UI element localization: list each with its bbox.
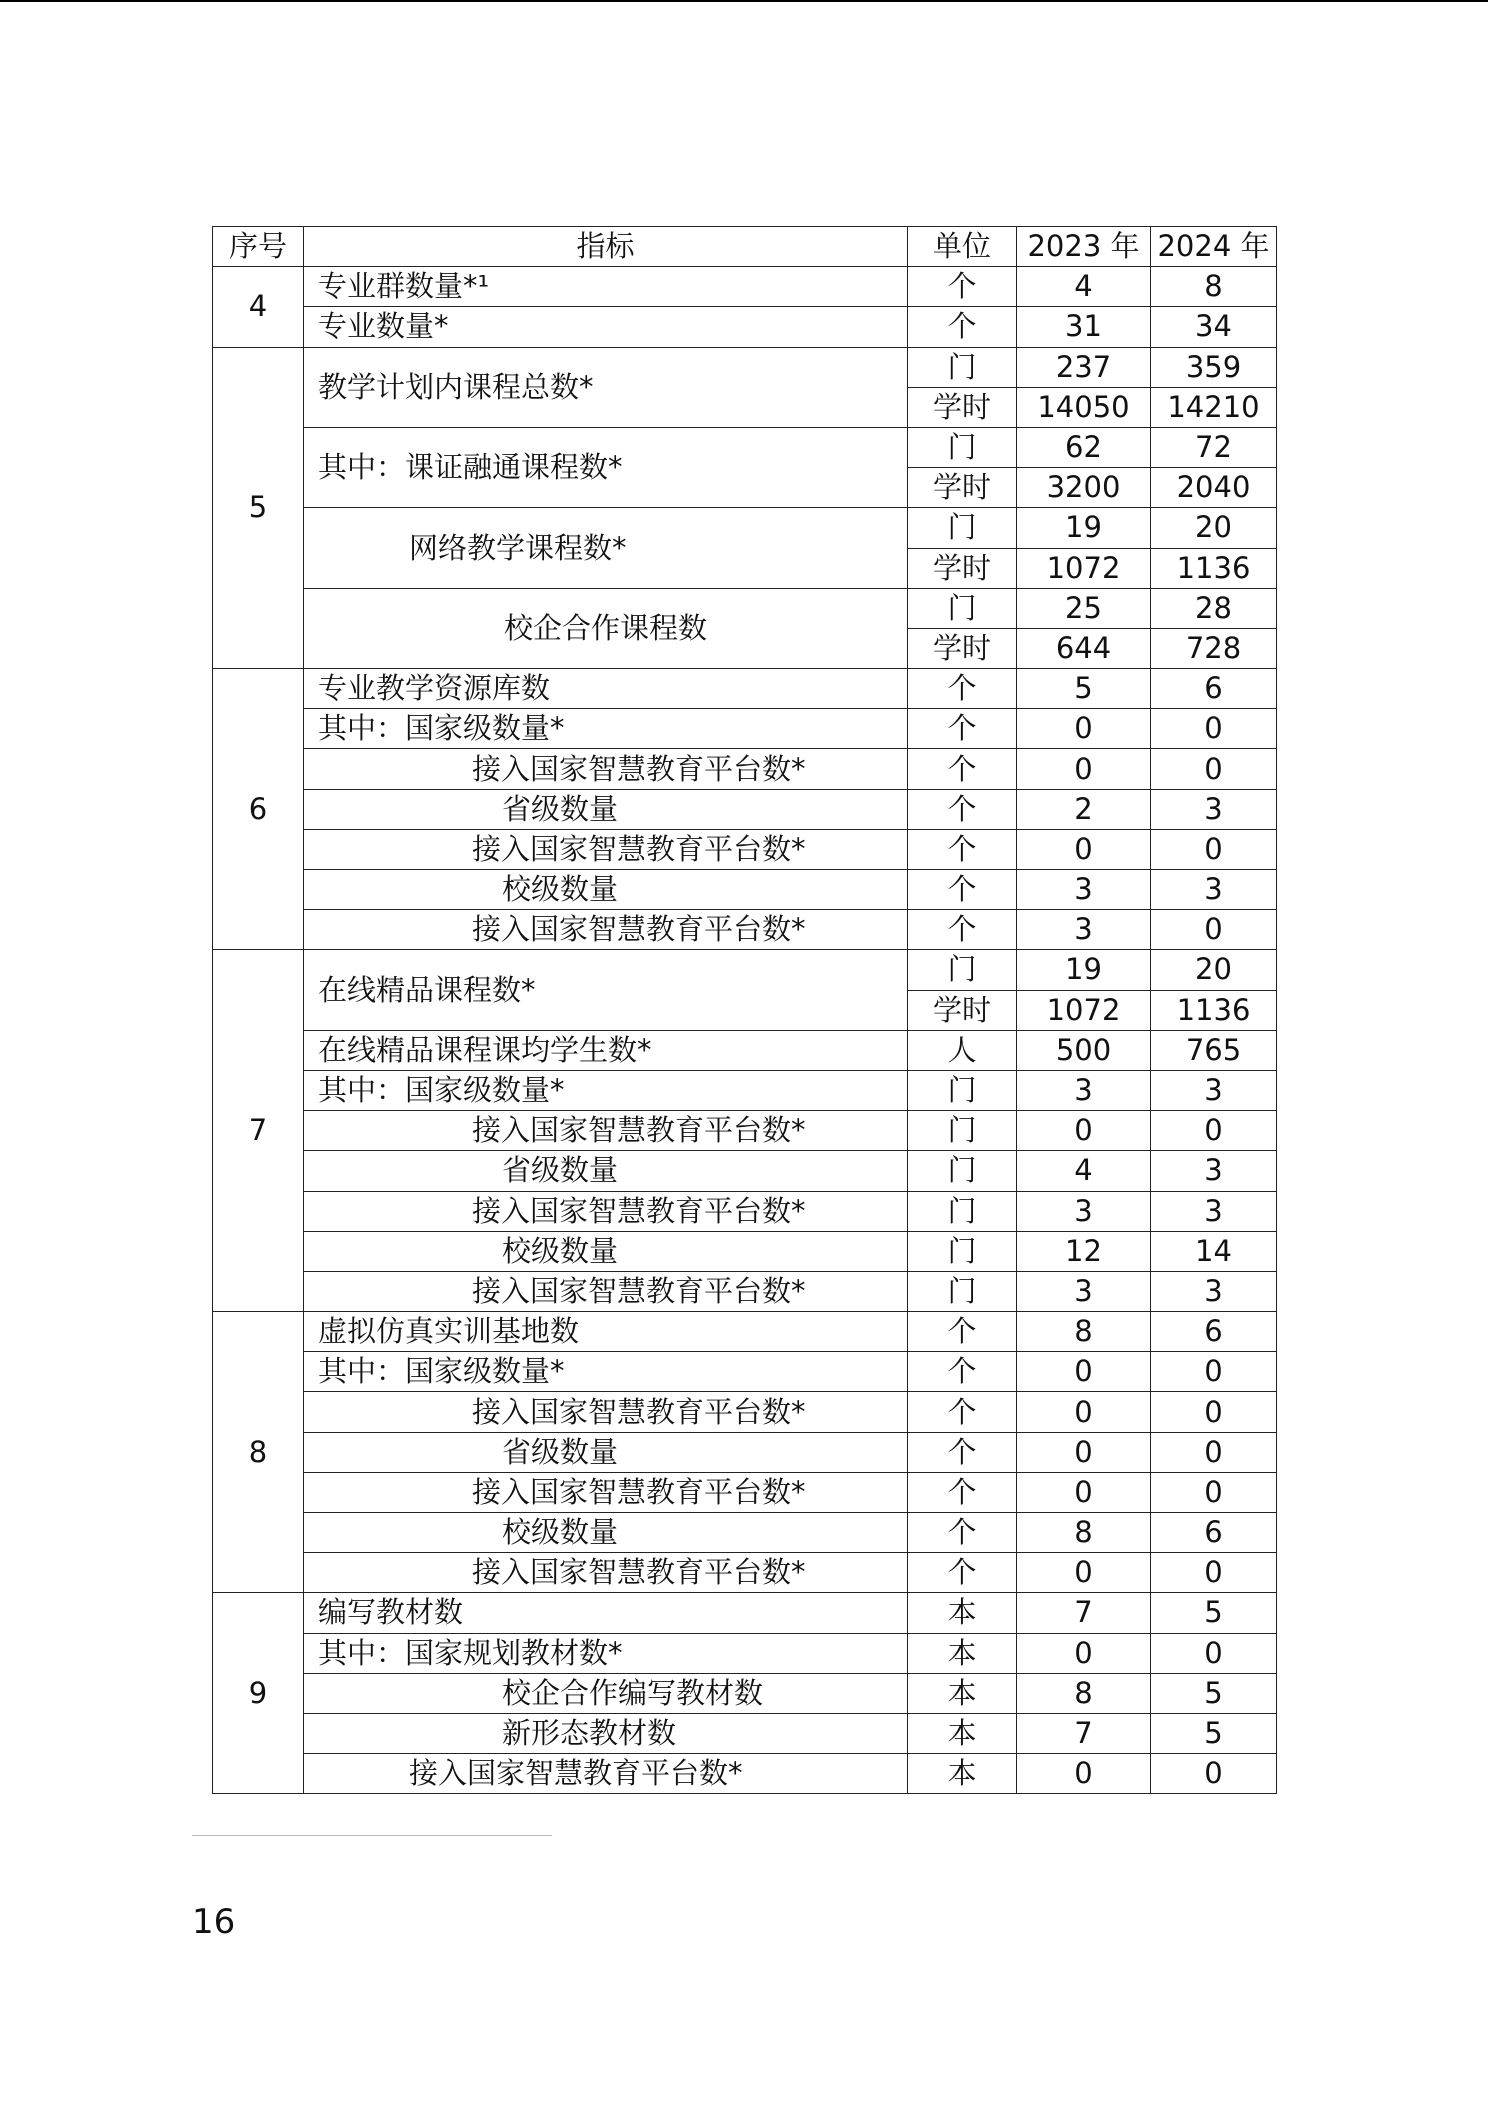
- indicator-cell: 虚拟仿真实训基地数: [304, 1312, 908, 1352]
- value-2023-cell: 19: [1017, 950, 1151, 990]
- indicator-cell: 校级数量: [304, 870, 908, 910]
- unit-cell: 个: [908, 749, 1017, 789]
- value-2024-cell: 3: [1151, 1151, 1277, 1191]
- unit-cell: 个: [908, 1352, 1017, 1392]
- value-2023-cell: 0: [1017, 829, 1151, 869]
- value-2024-cell: 72: [1151, 427, 1277, 467]
- indicator-cell: 校级数量: [304, 1513, 908, 1553]
- value-2024-cell: 6: [1151, 669, 1277, 709]
- unit-cell: 本: [908, 1713, 1017, 1753]
- indicator-cell: 在线精品课程课均学生数*: [304, 1030, 908, 1070]
- table-row: [213, 789, 1277, 829]
- indicator-cell: 其中：国家级数量*: [304, 1352, 908, 1392]
- indicator-cell: 其中：课证融通课程数*: [304, 427, 908, 507]
- header-unit: 单位: [908, 227, 1017, 267]
- indicator-cell: 其中：国家规划教材数*: [304, 1633, 908, 1673]
- value-2023-cell: 12: [1017, 1231, 1151, 1271]
- unit-cell: 人: [908, 1030, 1017, 1070]
- table-row: [213, 1030, 1277, 1070]
- value-2024-cell: 0: [1151, 1352, 1277, 1392]
- value-2023-cell: 31: [1017, 307, 1151, 347]
- indicator-cell: 校企合作编写教材数: [304, 1673, 908, 1713]
- value-2024-cell: 34: [1151, 307, 1277, 347]
- value-2023-cell: 3: [1017, 1070, 1151, 1110]
- seq-cell: 8: [213, 1312, 304, 1593]
- indicator-cell: 省级数量: [304, 1151, 908, 1191]
- table-row: [213, 950, 1277, 990]
- table-row: [213, 1432, 1277, 1472]
- value-2024-cell: 3: [1151, 1070, 1277, 1110]
- value-2023-cell: 8: [1017, 1673, 1151, 1713]
- indicator-cell: 接入国家智慧教育平台数*: [304, 829, 908, 869]
- value-2023-cell: 0: [1017, 1472, 1151, 1512]
- value-2024-cell: 765: [1151, 1030, 1277, 1070]
- value-2023-cell: 3: [1017, 1191, 1151, 1231]
- value-2024-cell: 2040: [1151, 468, 1277, 508]
- value-2023-cell: 4: [1017, 267, 1151, 307]
- unit-cell: 门: [908, 508, 1017, 548]
- indicator-table: [212, 226, 1277, 1794]
- value-2024-cell: 728: [1151, 628, 1277, 668]
- value-2023-cell: 4: [1017, 1151, 1151, 1191]
- seq-cell: 6: [213, 669, 304, 950]
- table-row: [213, 588, 1277, 628]
- unit-cell: 个: [908, 1472, 1017, 1512]
- table-row: [213, 1271, 1277, 1311]
- value-2023-cell: 7: [1017, 1713, 1151, 1753]
- footnote-separator: [192, 1835, 552, 1836]
- value-2023-cell: 3: [1017, 1271, 1151, 1311]
- table-row: [213, 1513, 1277, 1553]
- value-2024-cell: 359: [1151, 347, 1277, 387]
- table-row: [213, 709, 1277, 749]
- indicator-cell: 省级数量: [304, 789, 908, 829]
- value-2024-cell: 0: [1151, 1754, 1277, 1794]
- value-2023-cell: 0: [1017, 1633, 1151, 1673]
- value-2023-cell: 5: [1017, 669, 1151, 709]
- unit-cell: 个: [908, 1553, 1017, 1593]
- unit-cell: 本: [908, 1673, 1017, 1713]
- unit-cell: 个: [908, 870, 1017, 910]
- value-2024-cell: 6: [1151, 1312, 1277, 1352]
- unit-cell: 学时: [908, 387, 1017, 427]
- seq-cell: 5: [213, 347, 304, 669]
- unit-cell: 门: [908, 950, 1017, 990]
- unit-cell: 个: [908, 789, 1017, 829]
- value-2023-cell: 500: [1017, 1030, 1151, 1070]
- value-2023-cell: 0: [1017, 709, 1151, 749]
- value-2024-cell: 1136: [1151, 990, 1277, 1030]
- value-2023-cell: 0: [1017, 1553, 1151, 1593]
- value-2024-cell: 5: [1151, 1713, 1277, 1753]
- value-2024-cell: 6: [1151, 1513, 1277, 1553]
- indicator-cell: 接入国家智慧教育平台数*: [304, 749, 908, 789]
- value-2023-cell: 644: [1017, 628, 1151, 668]
- unit-cell: 学时: [908, 990, 1017, 1030]
- header-seq: 序号: [213, 227, 304, 267]
- value-2024-cell: 0: [1151, 1553, 1277, 1593]
- unit-cell: 门: [908, 588, 1017, 628]
- indicator-cell: 校级数量: [304, 1231, 908, 1271]
- indicator-cell: 编写教材数: [304, 1593, 908, 1633]
- value-2024-cell: 0: [1151, 829, 1277, 869]
- table-row: [213, 1472, 1277, 1512]
- unit-cell: 门: [908, 427, 1017, 467]
- table-row: [213, 749, 1277, 789]
- indicator-cell: 接入国家智慧教育平台数*: [304, 1754, 908, 1794]
- value-2024-cell: 14: [1151, 1231, 1277, 1271]
- indicator-cell: 网络教学课程数*: [304, 508, 908, 588]
- value-2024-cell: 3: [1151, 789, 1277, 829]
- table-row: [213, 307, 1277, 347]
- seq-cell: 4: [213, 267, 304, 347]
- value-2024-cell: 5: [1151, 1673, 1277, 1713]
- unit-cell: 学时: [908, 548, 1017, 588]
- indicator-cell: 校企合作课程数: [304, 588, 908, 668]
- table-header-row: [213, 227, 1277, 267]
- value-2023-cell: 8: [1017, 1513, 1151, 1553]
- value-2023-cell: 2: [1017, 789, 1151, 829]
- header-indicator: 指标: [304, 227, 908, 267]
- unit-cell: 门: [908, 1151, 1017, 1191]
- unit-cell: 个: [908, 1513, 1017, 1553]
- value-2023-cell: 3200: [1017, 468, 1151, 508]
- value-2024-cell: 1136: [1151, 548, 1277, 588]
- value-2023-cell: 19: [1017, 508, 1151, 548]
- value-2024-cell: 0: [1151, 1472, 1277, 1512]
- table-row: [213, 1312, 1277, 1352]
- unit-cell: 个: [908, 1312, 1017, 1352]
- value-2023-cell: 8: [1017, 1312, 1151, 1352]
- value-2023-cell: 0: [1017, 1392, 1151, 1432]
- table-row: [213, 1593, 1277, 1633]
- value-2023-cell: 0: [1017, 1432, 1151, 1472]
- value-2024-cell: 0: [1151, 910, 1277, 950]
- unit-cell: 门: [908, 1111, 1017, 1151]
- indicator-cell: 接入国家智慧教育平台数*: [304, 1111, 908, 1151]
- value-2024-cell: 0: [1151, 1633, 1277, 1673]
- unit-cell: 本: [908, 1593, 1017, 1633]
- indicator-cell: 省级数量: [304, 1432, 908, 1472]
- table-row: [213, 1231, 1277, 1271]
- value-2023-cell: 0: [1017, 1111, 1151, 1151]
- unit-cell: 个: [908, 267, 1017, 307]
- seq-cell: 9: [213, 1593, 304, 1794]
- indicator-cell: 专业教学资源库数: [304, 669, 908, 709]
- indicator-cell: 接入国家智慧教育平台数*: [304, 910, 908, 950]
- indicator-cell: 接入国家智慧教育平台数*: [304, 1191, 908, 1231]
- value-2023-cell: 14050: [1017, 387, 1151, 427]
- value-2023-cell: 1072: [1017, 548, 1151, 588]
- unit-cell: 个: [908, 1432, 1017, 1472]
- table-row: [213, 1713, 1277, 1753]
- indicator-cell: 专业数量*: [304, 307, 908, 347]
- table-row: [213, 1633, 1277, 1673]
- table-row: [213, 1392, 1277, 1432]
- value-2024-cell: 20: [1151, 950, 1277, 990]
- value-2024-cell: 0: [1151, 709, 1277, 749]
- value-2024-cell: 3: [1151, 1271, 1277, 1311]
- table-row: [213, 1352, 1277, 1392]
- unit-cell: 本: [908, 1633, 1017, 1673]
- unit-cell: 学时: [908, 468, 1017, 508]
- indicator-cell: 接入国家智慧教育平台数*: [304, 1271, 908, 1311]
- unit-cell: 个: [908, 829, 1017, 869]
- table-row: [213, 267, 1277, 307]
- table-row: [213, 870, 1277, 910]
- value-2023-cell: 25: [1017, 588, 1151, 628]
- indicator-cell: 在线精品课程数*: [304, 950, 908, 1030]
- table-row: [213, 1754, 1277, 1794]
- value-2024-cell: 28: [1151, 588, 1277, 628]
- value-2023-cell: 0: [1017, 1754, 1151, 1794]
- table-row: [213, 1070, 1277, 1110]
- value-2023-cell: 0: [1017, 749, 1151, 789]
- unit-cell: 学时: [908, 628, 1017, 668]
- table-row: [213, 1151, 1277, 1191]
- indicator-cell: 接入国家智慧教育平台数*: [304, 1472, 908, 1512]
- table-row: [213, 669, 1277, 709]
- value-2024-cell: 5: [1151, 1593, 1277, 1633]
- value-2024-cell: 3: [1151, 870, 1277, 910]
- unit-cell: 个: [908, 910, 1017, 950]
- seq-cell: 7: [213, 950, 304, 1312]
- table-row: [213, 347, 1277, 387]
- table-row: [213, 829, 1277, 869]
- indicator-cell: 专业群数量*¹: [304, 267, 908, 307]
- value-2024-cell: 0: [1151, 749, 1277, 789]
- value-2024-cell: 20: [1151, 508, 1277, 548]
- value-2024-cell: 0: [1151, 1111, 1277, 1151]
- value-2023-cell: 7: [1017, 1593, 1151, 1633]
- indicator-cell: 其中：国家级数量*: [304, 709, 908, 749]
- value-2024-cell: 3: [1151, 1191, 1277, 1231]
- value-2023-cell: 62: [1017, 427, 1151, 467]
- value-2024-cell: 14210: [1151, 387, 1277, 427]
- unit-cell: 个: [908, 1392, 1017, 1432]
- unit-cell: 本: [908, 1754, 1017, 1794]
- table-row: [213, 1553, 1277, 1593]
- unit-cell: 个: [908, 709, 1017, 749]
- indicator-cell: 教学计划内课程总数*: [304, 347, 908, 427]
- value-2024-cell: 0: [1151, 1392, 1277, 1432]
- value-2023-cell: 3: [1017, 870, 1151, 910]
- value-2023-cell: 237: [1017, 347, 1151, 387]
- unit-cell: 个: [908, 669, 1017, 709]
- unit-cell: 门: [908, 1191, 1017, 1231]
- top-border-line: [0, 0, 1488, 2]
- value-2023-cell: 0: [1017, 1352, 1151, 1392]
- unit-cell: 门: [908, 1271, 1017, 1311]
- value-2023-cell: 3: [1017, 910, 1151, 950]
- table-row: [213, 1673, 1277, 1713]
- table-row: [213, 508, 1277, 548]
- header-2024: 2024 年: [1151, 227, 1277, 267]
- table-row: [213, 1191, 1277, 1231]
- indicator-cell: 新形态教材数: [304, 1713, 908, 1753]
- indicator-cell: 其中：国家级数量*: [304, 1070, 908, 1110]
- value-2024-cell: 0: [1151, 1432, 1277, 1472]
- unit-cell: 门: [908, 347, 1017, 387]
- indicator-cell: 接入国家智慧教育平台数*: [304, 1553, 908, 1593]
- value-2024-cell: 8: [1151, 267, 1277, 307]
- unit-cell: 个: [908, 307, 1017, 347]
- value-2023-cell: 1072: [1017, 990, 1151, 1030]
- unit-cell: 门: [908, 1070, 1017, 1110]
- table-row: [213, 910, 1277, 950]
- unit-cell: 门: [908, 1231, 1017, 1271]
- page-number: 16: [192, 1902, 236, 1942]
- header-2023: 2023 年: [1017, 227, 1151, 267]
- table-row: [213, 427, 1277, 467]
- table-row: [213, 1111, 1277, 1151]
- indicator-cell: 接入国家智慧教育平台数*: [304, 1392, 908, 1432]
